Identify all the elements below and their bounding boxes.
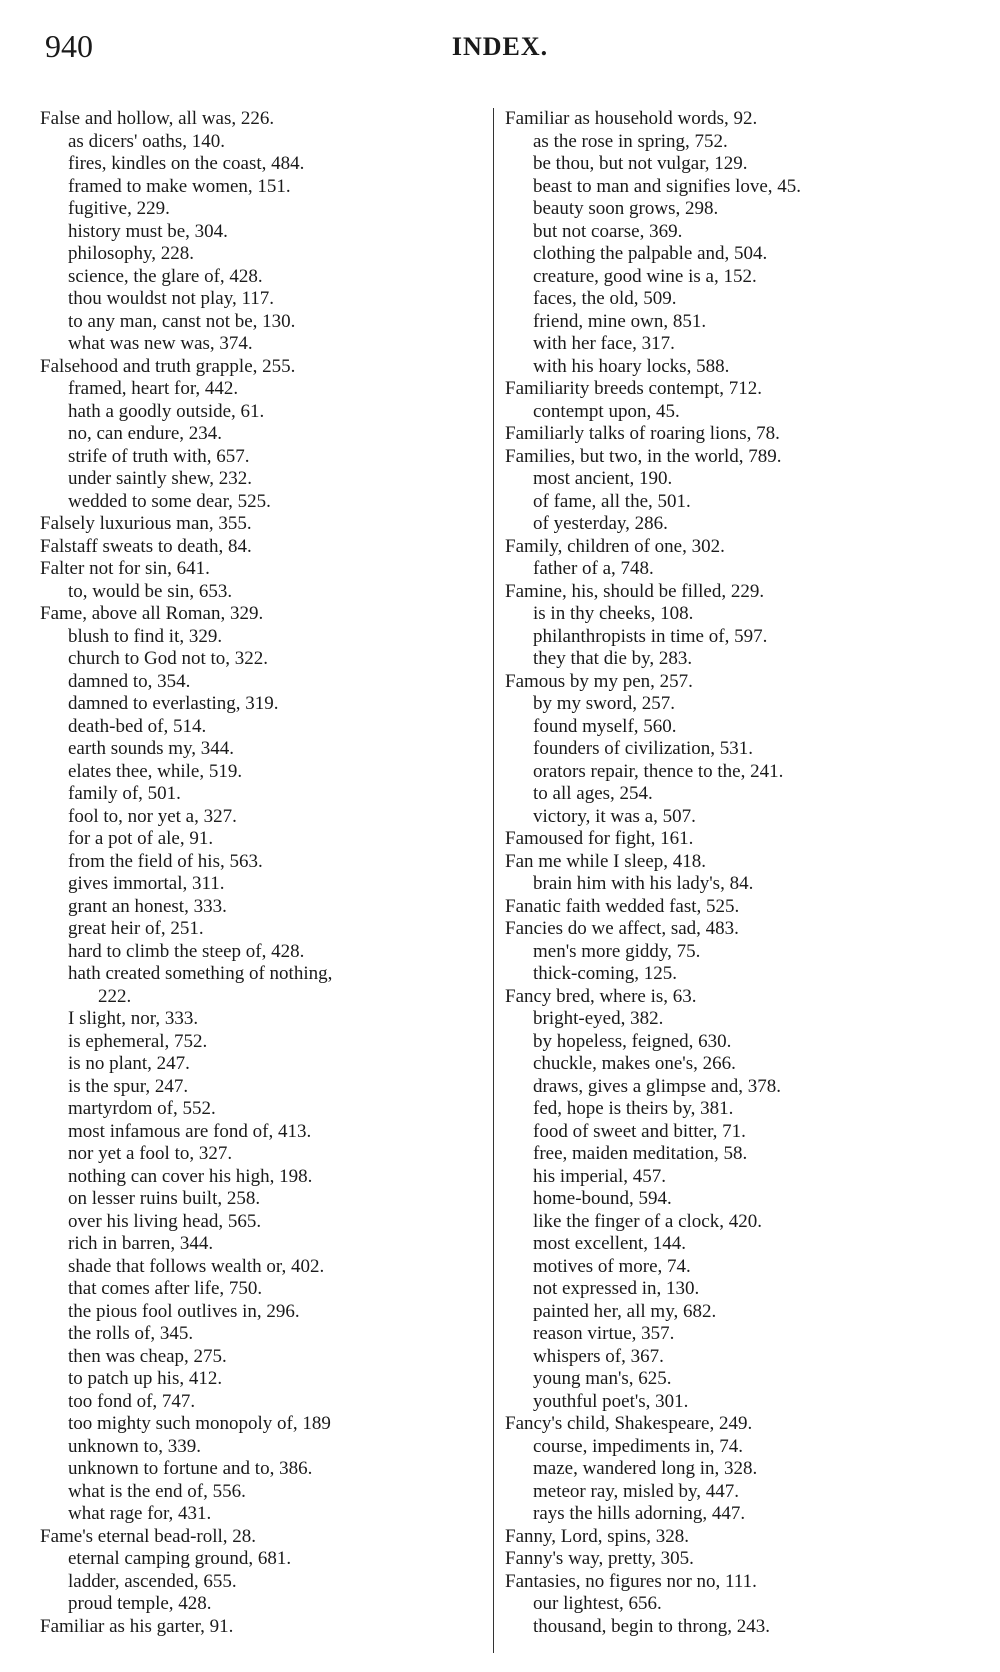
index-subentry: with his hoary locks, 588. <box>533 355 730 377</box>
index-subentry: found myself, 560. <box>533 715 677 737</box>
index-subentry: framed, heart for, 442. <box>68 378 239 399</box>
index-subentry: whispers of, 367. <box>533 1345 664 1367</box>
index-heading-entry: Fantasies, no figures nor no, 111. <box>505 1570 757 1592</box>
index-subentry: clothing the palpable and, 504. <box>533 243 768 264</box>
index-heading-entry: False and hollow, all was, 226. <box>40 108 275 129</box>
index-subentry: as dicers' oaths, 140. <box>68 130 225 152</box>
index-subentry: but not coarse, 369. <box>533 220 683 242</box>
index-subentry: what rage for, 431. <box>68 1503 212 1524</box>
index-subentry: to all ages, 254. <box>533 783 653 804</box>
index-subentry: creature, good wine is a, 152. <box>533 265 757 287</box>
index-heading-entry: Familiar as his garter, 91. <box>40 1615 234 1637</box>
index-subentry: as the rose in spring, 752. <box>533 130 728 152</box>
index-subentry: 222. <box>98 985 132 1007</box>
index-subentry: philosophy, 228. <box>68 243 194 264</box>
index-subentry: contempt upon, 45. <box>533 400 680 422</box>
index-heading-entry: Fanny, Lord, spins, 328. <box>505 1525 690 1547</box>
index-subentry: on lesser ruins built, 258. <box>68 1188 261 1209</box>
index-subentry: damned to, 354. <box>68 670 191 692</box>
index-subentry: what was new was, 374. <box>68 333 253 354</box>
index-subentry: what is the end of, 556. <box>68 1480 246 1502</box>
index-subentry: the rolls of, 345. <box>68 1323 194 1344</box>
index-subentry: faces, the old, 509. <box>533 288 677 309</box>
index-subentry: friend, mine own, 851. <box>533 310 707 332</box>
index-heading-entry: Fanny's way, pretty, 305. <box>505 1548 694 1569</box>
index-heading-entry: Fancy bred, where is, 63. <box>505 985 697 1007</box>
index-subentry: founders of civilization, 531. <box>533 738 754 759</box>
index-subentry: martyrdom of, 552. <box>68 1098 216 1119</box>
index-subentry: they that die by, 283. <box>533 648 693 669</box>
index-subentry: painted her, all my, 682. <box>533 1300 717 1322</box>
index-subentry: no, can endure, 234. <box>68 423 223 444</box>
index-heading-entry: Falsely luxurious man, 355. <box>40 513 252 534</box>
index-subentry: proud temple, 428. <box>68 1593 212 1614</box>
index-subentry: I slight, nor, 333. <box>68 1008 199 1029</box>
index-subentry: of fame, all the, 501. <box>533 490 691 512</box>
index-subentry: orators repair, thence to the, 241. <box>533 760 784 782</box>
index-subentry: great heir of, 251. <box>68 918 204 939</box>
index-subentry: strife of truth with, 657. <box>68 445 250 467</box>
index-subentry: father of a, 748. <box>533 558 654 579</box>
index-subentry: fires, kindles on the coast, 484. <box>68 153 305 174</box>
index-subentry: elates thee, while, 519. <box>68 760 243 782</box>
index-subentry: philanthropists in time of, 597. <box>533 625 768 647</box>
index-subentry: that comes after life, 750. <box>68 1278 263 1299</box>
index-subentry: like the finger of a clock, 420. <box>533 1210 762 1232</box>
index-subentry: reason virtue, 357. <box>533 1323 675 1344</box>
index-subentry: church to God not to, 322. <box>68 648 269 669</box>
index-subentry: nor yet a fool to, 327. <box>68 1143 233 1164</box>
column-divider <box>493 108 494 1653</box>
index-subentry: fool to, nor yet a, 327. <box>68 805 237 827</box>
index-subentry: eternal camping ground, 681. <box>68 1548 292 1569</box>
index-subentry: beast to man and signifies love, 45. <box>533 175 802 197</box>
index-subentry: free, maiden meditation, 58. <box>533 1143 748 1164</box>
index-subentry: unknown to fortune and to, 386. <box>68 1458 313 1479</box>
index-subentry: death-bed of, 514. <box>68 715 207 737</box>
index-subentry: for a pot of ale, 91. <box>68 828 214 849</box>
index-subentry: hath a goodly outside, 61. <box>68 400 265 422</box>
index-subentry: our lightest, 656. <box>533 1593 662 1614</box>
index-subentry: food of sweet and bitter, 71. <box>533 1120 746 1142</box>
index-subentry: rich in barren, 344. <box>68 1233 214 1254</box>
index-subentry: by hopeless, feigned, 630. <box>533 1030 732 1052</box>
index-subentry: of yesterday, 286. <box>533 513 668 534</box>
index-subentry: young man's, 625. <box>533 1368 672 1389</box>
index-subentry: the pious fool outlives in, 296. <box>68 1300 300 1322</box>
index-subentry: over his living head, 565. <box>68 1210 262 1232</box>
index-subentry: is ephemeral, 752. <box>68 1030 208 1052</box>
index-subentry: chuckle, makes one's, 266. <box>533 1053 736 1074</box>
page-number: 940 <box>45 28 93 64</box>
index-heading-entry: Familiar as household words, 92. <box>505 108 758 129</box>
index-subentry: brain him with his lady's, 84. <box>533 873 754 894</box>
index-column-left <box>40 108 485 1638</box>
index-subentry: framed to make women, 151. <box>68 175 291 197</box>
index-subentry: most excellent, 144. <box>533 1233 687 1254</box>
index-heading-entry: Fancy's child, Shakespeare, 249. <box>505 1413 753 1434</box>
index-heading-entry: Fancies do we affect, sad, 483. <box>505 918 739 939</box>
index-subentry: by my sword, 257. <box>533 693 675 714</box>
index-subentry: damned to everlasting, 319. <box>68 693 279 714</box>
index-subentry: earth sounds my, 344. <box>68 738 235 759</box>
index-heading-entry: Families, but two, in the world, 789. <box>505 445 782 467</box>
index-subentry: to, would be sin, 653. <box>68 580 233 602</box>
page-header <box>0 28 1000 68</box>
index-subentry: men's more giddy, 75. <box>533 940 701 962</box>
index-heading-entry: Famoused for fight, 161. <box>505 828 694 849</box>
index-subentry: most ancient, 190. <box>533 468 673 489</box>
index-subentry: thou wouldst not play, 117. <box>68 288 275 309</box>
index-subentry: to patch up his, 412. <box>68 1368 223 1389</box>
index-subentry: ladder, ascended, 655. <box>68 1570 237 1592</box>
index-subentry: gives immortal, 311. <box>68 873 225 894</box>
index-subentry: is in thy cheeks, 108. <box>533 603 694 624</box>
index-subentry: hath created something of nothing, <box>68 963 333 984</box>
running-head: INDEX. <box>451 32 549 61</box>
index-subentry: his imperial, 457. <box>533 1165 666 1187</box>
index-subentry: family of, 501. <box>68 783 181 804</box>
index-subentry: wedded to some dear, 525. <box>68 490 271 512</box>
index-heading-entry: Fame's eternal bead-roll, 28. <box>40 1525 257 1547</box>
index-subentry: fed, hope is theirs by, 381. <box>533 1098 734 1119</box>
index-subentry: course, impediments in, 74. <box>533 1435 744 1457</box>
index-subentry: too fond of, 747. <box>68 1390 196 1412</box>
index-subentry: meteor ray, misled by, 447. <box>533 1480 739 1502</box>
index-subentry: science, the glare of, 428. <box>68 265 263 287</box>
index-subentry: not expressed in, 130. <box>533 1278 700 1299</box>
index-subentry: too mighty such monopoly of, 189 <box>68 1413 331 1434</box>
index-heading-entry: Fame, above all Roman, 329. <box>40 603 264 624</box>
index-subentry: nothing can cover his high, 198. <box>68 1165 313 1187</box>
index-subentry: fugitive, 229. <box>68 198 170 219</box>
index-subentry: be thou, but not vulgar, 129. <box>533 153 748 174</box>
index-heading-entry: Falter not for sin, 641. <box>40 558 210 579</box>
index-subentry: unknown to, 339. <box>68 1435 201 1457</box>
index-heading-entry: Famine, his, should be filled, 229. <box>505 580 765 602</box>
index-subentry: grant an honest, 333. <box>68 895 227 917</box>
index-heading-entry: Falsehood and truth grapple, 255. <box>40 355 296 377</box>
index-heading-entry: Fanatic faith wedded fast, 525. <box>505 895 740 917</box>
index-subentry: history must be, 304. <box>68 220 228 242</box>
index-subentry: rays the hills adorning, 447. <box>533 1503 746 1524</box>
index-subentry: draws, gives a glimpse and, 378. <box>533 1075 782 1097</box>
index-subentry: bright-eyed, 382. <box>533 1008 664 1029</box>
index-subentry: under saintly shew, 232. <box>68 468 252 489</box>
index-heading-entry: Family, children of one, 302. <box>505 535 725 557</box>
index-heading-entry: Falstaff sweats to death, 84. <box>40 535 252 557</box>
index-subentry: is the spur, 247. <box>68 1075 189 1097</box>
index-subentry: thick-coming, 125. <box>533 963 678 984</box>
index-subentry: then was cheap, 275. <box>68 1345 227 1367</box>
index-subentry: from the field of his, 563. <box>68 850 263 872</box>
index-subentry: shade that follows wealth or, 402. <box>68 1255 325 1277</box>
index-subentry: youthful poet's, 301. <box>533 1390 689 1412</box>
index-heading-entry: Familiarity breeds contempt, 712. <box>505 378 762 399</box>
index-heading-entry: Famous by my pen, 257. <box>505 670 693 692</box>
index-subentry: with her face, 317. <box>533 333 675 354</box>
index-subentry: is no plant, 247. <box>68 1053 190 1074</box>
index-subentry: to any man, canst not be, 130. <box>68 310 296 332</box>
index-subentry: most infamous are fond of, 413. <box>68 1120 312 1142</box>
index-column-right <box>505 108 970 1638</box>
index-subentry: maze, wandered long in, 328. <box>533 1458 758 1479</box>
index-subentry: home-bound, 594. <box>533 1188 672 1209</box>
index-subentry: blush to find it, 329. <box>68 625 223 647</box>
index-subentry: victory, it was a, 507. <box>533 805 696 827</box>
index-subentry: motives of more, 74. <box>533 1255 691 1277</box>
index-subentry: thousand, begin to throng, 243. <box>533 1615 770 1637</box>
index-heading-entry: Fan me while I sleep, 418. <box>505 850 707 872</box>
index-subentry: hard to climb the steep of, 428. <box>68 940 305 962</box>
index-heading-entry: Familiarly talks of roaring lions, 78. <box>505 423 780 444</box>
index-subentry: beauty soon grows, 298. <box>533 198 719 219</box>
